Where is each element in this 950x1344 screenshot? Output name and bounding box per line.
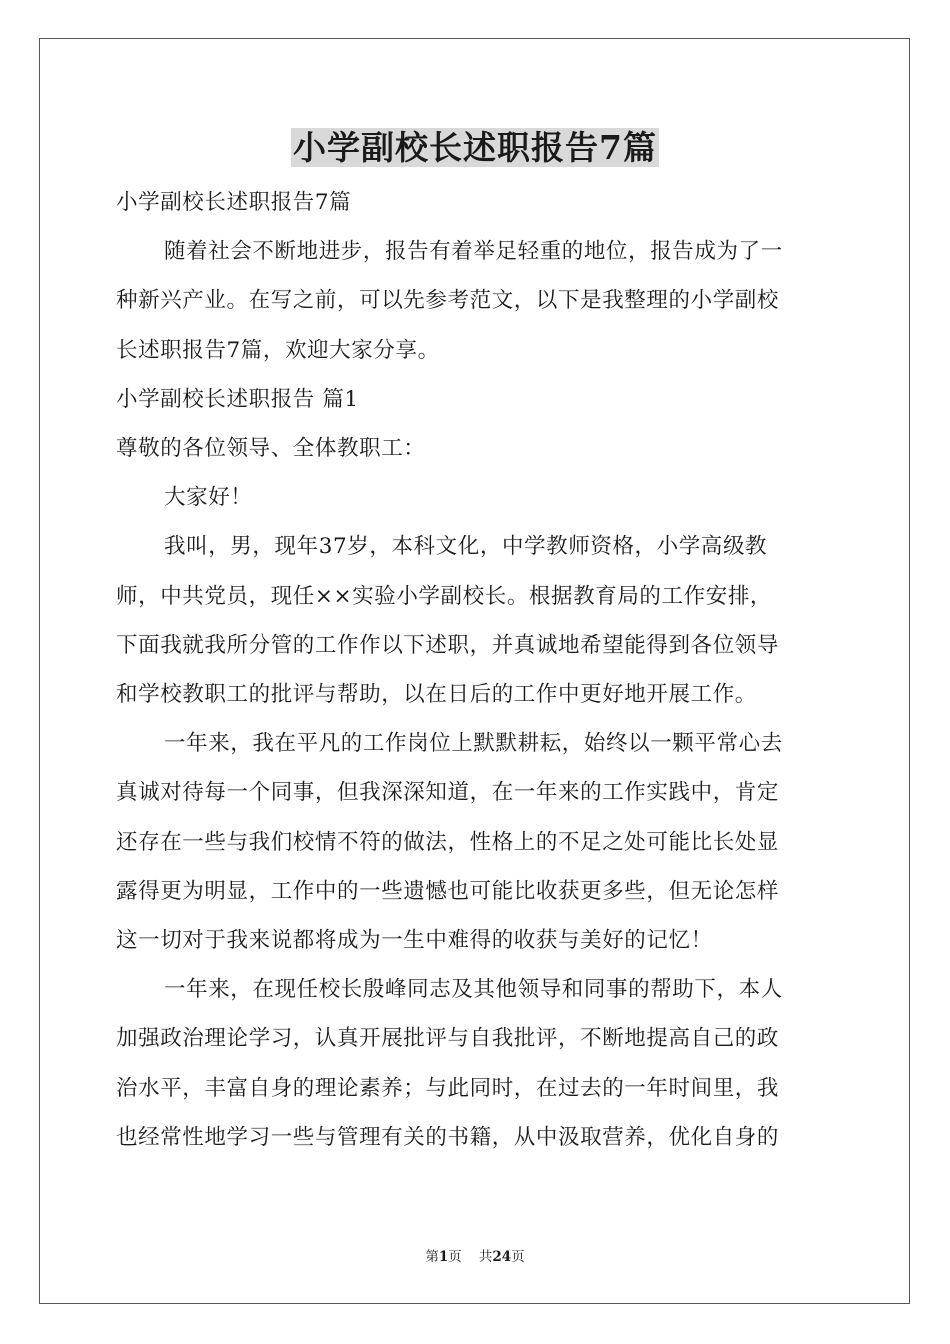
text-line: 治水平，丰富自身的理论素养；与此同时，在过去的一年时间里，我 xyxy=(116,1075,780,1101)
text-line: 加强政治理论学习，认真开展批评与自我批评，不断地提高自己的政 xyxy=(116,1026,780,1052)
document-body xyxy=(116,178,836,1162)
text-line: 随着社会不断地进步，报告有着举足轻重的地位，报告成为了一 xyxy=(164,239,783,265)
text-line: 真诚对待每一个同事，但我深深知道，在一年来的工作实践中，肯定 xyxy=(116,780,780,806)
footer-total-suffix: 页 xyxy=(511,1249,525,1265)
text-line: 大家好！ xyxy=(164,485,253,511)
text-line: 和学校教职工的批评与帮助，以在日后的工作中更好地开展工作。 xyxy=(116,682,757,708)
footer-current-page: 1 xyxy=(438,1249,449,1265)
text-line: 也经常性地学习一些与管理有关的书籍，从中汲取营养，优化自身的 xyxy=(116,1124,780,1150)
text-line: 下面我就我所分管的工作作以下述职，并真诚地希望能得到各位领导 xyxy=(116,632,780,658)
text-line: 露得更为明显，工作中的一些遗憾也可能比收获更多些，但无论怎样 xyxy=(116,878,780,904)
text-line: 师，中共党员，现任××实验小学副校长。根据教育局的工作安排， xyxy=(116,583,773,609)
document-title-text: 小学副校长述职报告7篇 xyxy=(293,128,657,167)
page-footer xyxy=(0,1247,950,1267)
text-line: 长述职报告7篇，欢迎大家分享。 xyxy=(116,337,440,363)
text-line: 一年来，我在平凡的工作岗位上默默耕耘，始终以一颗平常心去 xyxy=(164,731,783,757)
text-line: 一年来，在现任校长殷峰同志及其他领导和同事的帮助下，本人 xyxy=(164,977,783,1003)
footer-page-suffix: 页 xyxy=(448,1249,462,1265)
text-line: 尊敬的各位领导、全体教职工： xyxy=(116,436,426,462)
footer-total-pages: 24 xyxy=(492,1249,512,1265)
footer-page-prefix: 第 xyxy=(425,1249,439,1265)
text-line: 种新兴产业。在写之前，可以先参考范文，以下是我整理的小学副校 xyxy=(116,288,780,314)
footer-total-prefix: 共 xyxy=(478,1249,493,1265)
text-line: 还存在一些与我们校情不符的做法，性格上的不足之处可能比长处显 xyxy=(116,829,780,855)
text-line: 小学副校长述职报告7篇 xyxy=(116,190,352,215)
text-line: 这一切对于我来说都将成为一生中难得的收获与美好的记忆！ xyxy=(116,928,713,954)
document-title xyxy=(0,122,950,174)
text-line: 小学副校长述职报告 篇1 xyxy=(116,386,359,412)
text-line: 我叫，男，现年37岁，本科文化，中学教师资格，小学高级教 xyxy=(164,534,768,560)
